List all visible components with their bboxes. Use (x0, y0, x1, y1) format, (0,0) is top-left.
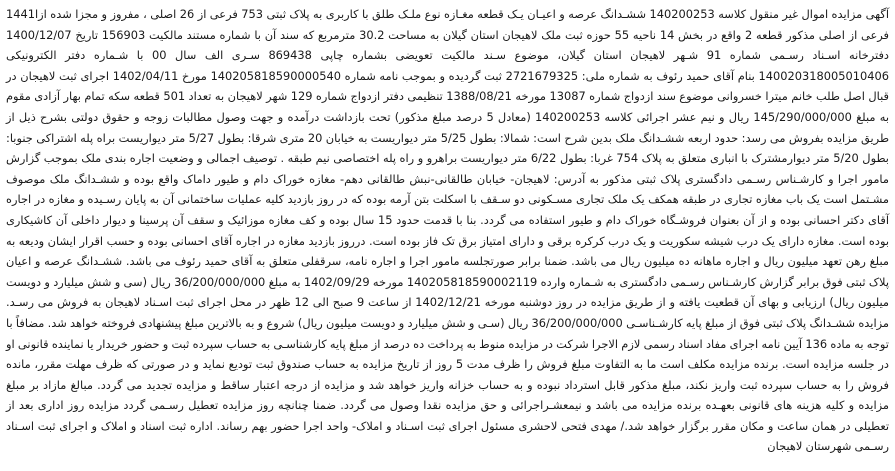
auction-notice-text: آگهی مزایده اموال غیر منقول کلاسه 140200253 ششـدانگ عرصه و اعیـان یـک قطعه مغـازه نوع ملـک طلق با کاربری به پلاک ثبتی 753 فرعی از 26 اصلی ، مفروز و مجزا شده ازا1441 فرعی از اصلی مذکور قطعه 2 واقع در بخش 14 ناحیه 55 حوزه ثبت ملک لاهیجان استان گیلان به مساحت 30.2 مترمربع که سند آن با شماره مستند مالکیت 156903 تاریخ 1400/12/07 دفترخانه اسـناد رسـمی شماره 91 شـهر لاهیجان استان گیلان، موضوع سـند مالکیت تعویضی بشماره چاپی 869438 سـری الف سال 00 با شـماره دفتر الکترونیکی 140020318005010406 بنام آقای حمید رئوف به شماره ملی: 2721679325 ثبت گردیده و بموجب نامه شماره 140205818590000540 مورخ 1402/04/11 اجرای ثبت لاهیجان در قبال اصل طلب خانم میترا خسروانی موضوع سند ازدواج شماره 13087 مورخه 1388/08/21 تنظیمی دفتر ازدواج شماره 129 شهر لاهیجان به تعداد 501 قطعه سکه تمام بهار آزادی مقوم به مبلغ 145/290/000/000 ریال و نیم عشر اجرائی کلاسه 140200253 (معادل 5 درصد مبلغ مذکور) تحت بازداشت درآمده و جهت وصول مطالبات زوجه و حقوق دولتی بشرح ذیل از طریق مزایده بفروش می رسد: حدود اربعه ششـدانگ ملک بدین شرح است: شمالا: بطول 5/25 متر دیواریست به خیابان 20 متری شرقا: بطول 5/27 متر دیواریست براه پله اشتراکی جنوبا: بطول 5/20 متر دیوارمشترک با انباری متعلق به پلاک 754 غربا: بطول 6/22 متر دیواریست براهرو و راه پله اختصاصی نیم طبقه . توصیف اجمالی و وضعیت اجاره بندی ملک بموجب گزارش مامور اجرا و کارشـناس رسـمی دادگستری پلاک ثبتی مذکور به آدرس: لاهیجان- خیابان طالقانی-نبش طالقانی دهم- مغازه خوراک دام و طیور داماک واقع بوده و ششـدانگ ملک موصوف مشـتمل است یک باب مغازه تجاری در طبقه همکف یک ملک تجاری مسـکونی دو سـقف با اسکلت بتن آرمه بوده که در روز بازدید کلیه عملیات ساختمانی آن به پایان رسـیده و مغازه در اجاره آقای دکتر احسانی بوده و از آن بعنوان فروشـگاه خوراک دام و طیور استفاده می گردد. بنا با قدمت حدود 15 سال بوده و کف مغازه موزائیک و سقف آن پرسینا و دیوار داخلی آن کاشیکاری بوده است. مغازه دارای یک درب شیشه سکوریت و یک درب کرکره برقی و دارای امتیاز برق تک فاز بوده است. درروز بازدید مغازه در اجاره آقای احسانی بوده و حسب اقرار ایشان ودیعه به مبلغ رهن تعهد میلیون ریال و اجاره ماهانه ده میلیون ریال می باشد. ضمنا برابر صورتجلسه مامور اجرا و اجاره نامه، سرقفلی متعلق به آقای حمید رئوف می باشد. ششـدانگ عرصه و اعیان پلاک ثبتی فوق برابر گزارش کارشـناس رسـمی دادگستری به شـماره وارده 140205818590002119 مورخه 1402/09/29 به مبلغ 36/200/000/000 ریال (سی و شش میلیارد و دویست میلیون ریال) ارزیابی و بهای آن قطعیت یافته و از طریق مزایده در روز دوشنبه مورخه 1402/12/21 از ساعت 9 صبح الی 12 ظهر در محل اجرای ثبت اسـناد لاهیجان به فروش می رسـد. مزایده ششـدانگ پلاک ثبتی فوق از مبلغ پایه کارشـناسـی 36/200/000/000 ریال (سـی و شش میلیارد و دویست میلیون ریال) شروع و به بالاترین مبلغ پیشنهادی فروخته خواهد شد. مضافاً با توجه به ماده 136 آیین نامه اجرای مفاد اسناد رسمی لازم الاجرا شرکت در مزایده منوط به پرداخت ده درصد از مبلغ پایه کارشناسـی به حساب سپرده ثبت و حضور خریدار یا نماینده قانونی او در جلسه مزایده است. برنده مزایده مکلف است ما به التفاوت مبلغ فروش را ظرف مدت 5 روز از تاریخ مزایده به حساب صندوق ثبت تودیع نماید و در صورتی که ظرف مهلت مقرر، مانده فروش را به حساب سپرده ثبت واریز نکند، مبلغ مذکور قابل استرداد نبوده و به حساب خزانه واریز خواهد شد و مزایده از درجه اعتبار ساقط و مزایده تجدید می گردد. مبالغ مازاد بر مبلغ مزایده و کلیه هزینه های قانونی بعهـده برنده مزایده می باشد و نیمعشـراجرائی و حق مزایده نقدا وصول می گردد. ضمنا چنانچه روز مزایده تعطیل رسـمی گردد مزایده روز اداری بعد از تعطیلی در همان ساعت و مکان مقرر برگزار خواهد شد./ مهدی فتحی لاحشری مسئول اجرای ثبت اسـناد و املاک- واحد اجرا حضور بهم رساند. اداره ثبت اسناد و املاک و اجرای ثبت اسـناد رسـمی شهرستان لاهیجان (6, 7, 890, 454)
